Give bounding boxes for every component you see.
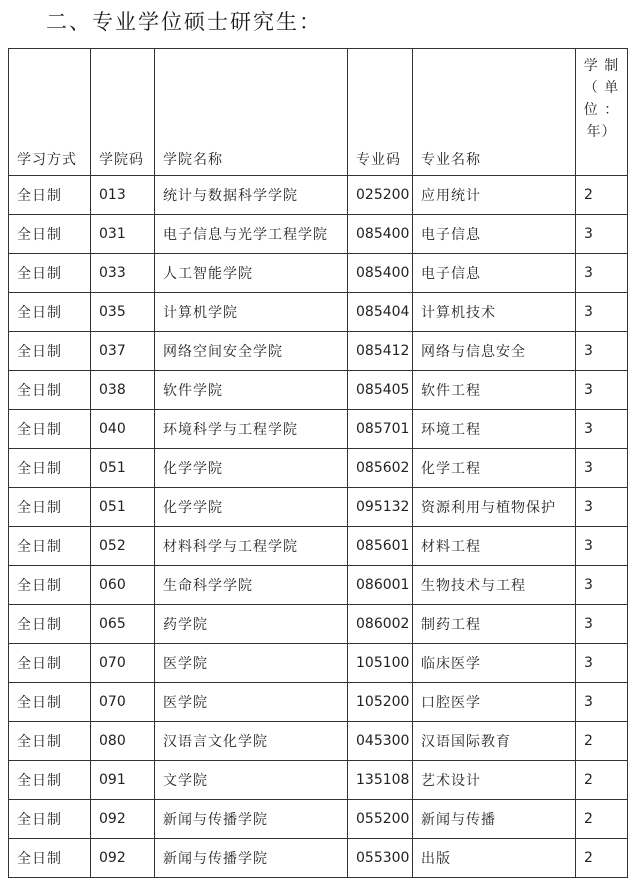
table-row <box>9 761 628 800</box>
cell-college-code: 091 <box>91 761 155 800</box>
cell-study-mode: 全日制 <box>9 800 91 839</box>
cell-duration: 2 <box>576 800 628 839</box>
header-duration-line: 年） <box>586 124 617 140</box>
cell-college-code: 051 <box>91 449 155 488</box>
table-row <box>9 176 628 215</box>
cell-college-name: 化学学院 <box>155 449 348 488</box>
cell-college-name: 环境科学与工程学院 <box>155 410 348 449</box>
cell-major-code: 085412 <box>348 332 413 371</box>
cell-college-name: 医学院 <box>155 683 348 722</box>
cell-study-mode: 全日制 <box>9 683 91 722</box>
cell-major-name: 生物技术与工程 <box>413 566 576 605</box>
cell-major-name: 软件工程 <box>413 371 576 410</box>
header-duration-line: （ 单 <box>583 80 620 96</box>
cell-major-code: 085601 <box>348 527 413 566</box>
cell-college-name: 统计与数据科学学院 <box>155 176 348 215</box>
cell-college-code: 038 <box>91 371 155 410</box>
cell-duration: 2 <box>576 722 628 761</box>
cell-duration: 3 <box>576 449 628 488</box>
cell-major-name: 应用统计 <box>413 176 576 215</box>
header-major-name: 专业名称 <box>413 49 576 176</box>
cell-study-mode: 全日制 <box>9 839 91 878</box>
cell-duration: 2 <box>576 761 628 800</box>
cell-major-code: 086001 <box>348 566 413 605</box>
cell-college-code: 092 <box>91 839 155 878</box>
cell-major-code: 085400 <box>348 215 413 254</box>
degree-program-table <box>8 48 628 878</box>
table-row <box>9 488 628 527</box>
cell-college-code: 013 <box>91 176 155 215</box>
cell-duration: 3 <box>576 683 628 722</box>
cell-duration: 3 <box>576 488 628 527</box>
cell-major-name: 出版 <box>413 839 576 878</box>
cell-duration: 3 <box>576 605 628 644</box>
header-duration <box>576 49 628 176</box>
cell-study-mode: 全日制 <box>9 644 91 683</box>
table-row <box>9 800 628 839</box>
cell-college-name: 药学院 <box>155 605 348 644</box>
table-row <box>9 605 628 644</box>
cell-college-name: 医学院 <box>155 644 348 683</box>
table-row <box>9 254 628 293</box>
cell-college-code: 060 <box>91 566 155 605</box>
cell-college-name: 新闻与传播学院 <box>155 800 348 839</box>
cell-duration: 3 <box>576 566 628 605</box>
table-header-row <box>9 49 628 176</box>
cell-major-code: 085400 <box>348 254 413 293</box>
cell-college-code: 065 <box>91 605 155 644</box>
cell-duration: 3 <box>576 410 628 449</box>
cell-study-mode: 全日制 <box>9 332 91 371</box>
cell-college-name: 化学学院 <box>155 488 348 527</box>
section-heading: 二、专业学位硕士研究生： <box>46 10 322 34</box>
cell-major-name: 制药工程 <box>413 605 576 644</box>
cell-major-code: 045300 <box>348 722 413 761</box>
cell-college-name: 软件学院 <box>155 371 348 410</box>
cell-study-mode: 全日制 <box>9 527 91 566</box>
cell-major-code: 095132 <box>348 488 413 527</box>
cell-duration: 3 <box>576 644 628 683</box>
cell-study-mode: 全日制 <box>9 410 91 449</box>
table-row <box>9 449 628 488</box>
cell-major-name: 临床医学 <box>413 644 576 683</box>
cell-major-code: 055200 <box>348 800 413 839</box>
header-duration-line: 学 制 <box>583 58 620 74</box>
cell-duration: 3 <box>576 371 628 410</box>
cell-major-name: 材料工程 <box>413 527 576 566</box>
cell-major-code: 055300 <box>348 839 413 878</box>
header-major-code: 专业码 <box>348 49 413 176</box>
header-college-name: 学院名称 <box>155 49 348 176</box>
cell-college-name: 汉语言文化学院 <box>155 722 348 761</box>
cell-college-name: 新闻与传播学院 <box>155 839 348 878</box>
table-row <box>9 527 628 566</box>
cell-duration: 2 <box>576 839 628 878</box>
cell-major-name: 艺术设计 <box>413 761 576 800</box>
cell-major-code: 135108 <box>348 761 413 800</box>
table-row <box>9 566 628 605</box>
cell-college-name: 材料科学与工程学院 <box>155 527 348 566</box>
table-row <box>9 683 628 722</box>
cell-major-code: 085405 <box>348 371 413 410</box>
cell-college-name: 计算机学院 <box>155 293 348 332</box>
cell-duration: 3 <box>576 527 628 566</box>
cell-major-name: 化学工程 <box>413 449 576 488</box>
cell-major-name: 电子信息 <box>413 215 576 254</box>
cell-major-name: 口腔医学 <box>413 683 576 722</box>
cell-college-code: 080 <box>91 722 155 761</box>
cell-duration: 3 <box>576 254 628 293</box>
cell-major-name: 资源利用与植物保护 <box>413 488 576 527</box>
table-row <box>9 293 628 332</box>
cell-major-code: 105200 <box>348 683 413 722</box>
cell-college-code: 033 <box>91 254 155 293</box>
cell-major-code: 086002 <box>348 605 413 644</box>
cell-major-code: 085701 <box>348 410 413 449</box>
cell-college-code: 052 <box>91 527 155 566</box>
cell-college-code: 040 <box>91 410 155 449</box>
cell-duration: 3 <box>576 332 628 371</box>
cell-major-name: 汉语国际教育 <box>413 722 576 761</box>
cell-study-mode: 全日制 <box>9 488 91 527</box>
cell-major-name: 网络与信息安全 <box>413 332 576 371</box>
table-row <box>9 215 628 254</box>
table-body <box>9 176 628 878</box>
cell-college-name: 网络空间安全学院 <box>155 332 348 371</box>
cell-college-name: 人工智能学院 <box>155 254 348 293</box>
cell-study-mode: 全日制 <box>9 371 91 410</box>
cell-college-code: 035 <box>91 293 155 332</box>
header-study-mode: 学习方式 <box>9 49 91 176</box>
cell-major-name: 计算机技术 <box>413 293 576 332</box>
cell-major-code: 085602 <box>348 449 413 488</box>
cell-college-code: 070 <box>91 683 155 722</box>
cell-study-mode: 全日制 <box>9 761 91 800</box>
table-row <box>9 722 628 761</box>
cell-college-name: 文学院 <box>155 761 348 800</box>
cell-major-name: 新闻与传播 <box>413 800 576 839</box>
cell-major-name: 环境工程 <box>413 410 576 449</box>
table-row <box>9 371 628 410</box>
cell-study-mode: 全日制 <box>9 293 91 332</box>
cell-college-code: 031 <box>91 215 155 254</box>
cell-college-code: 092 <box>91 800 155 839</box>
table-row <box>9 839 628 878</box>
header-college-code: 学院码 <box>91 49 155 176</box>
table-row <box>9 410 628 449</box>
cell-major-code: 085404 <box>348 293 413 332</box>
header-duration-line: 位 ： <box>583 102 620 118</box>
cell-study-mode: 全日制 <box>9 605 91 644</box>
cell-study-mode: 全日制 <box>9 215 91 254</box>
cell-study-mode: 全日制 <box>9 176 91 215</box>
cell-study-mode: 全日制 <box>9 722 91 761</box>
cell-duration: 3 <box>576 215 628 254</box>
cell-college-code: 037 <box>91 332 155 371</box>
cell-duration: 3 <box>576 293 628 332</box>
table-row <box>9 332 628 371</box>
cell-duration: 2 <box>576 176 628 215</box>
cell-college-name: 生命科学学院 <box>155 566 348 605</box>
cell-college-code: 070 <box>91 644 155 683</box>
cell-major-code: 105100 <box>348 644 413 683</box>
cell-college-code: 051 <box>91 488 155 527</box>
cell-study-mode: 全日制 <box>9 566 91 605</box>
cell-major-name: 电子信息 <box>413 254 576 293</box>
cell-study-mode: 全日制 <box>9 254 91 293</box>
cell-study-mode: 全日制 <box>9 449 91 488</box>
cell-college-name: 电子信息与光学工程学院 <box>155 215 348 254</box>
cell-major-code: 025200 <box>348 176 413 215</box>
table-row <box>9 644 628 683</box>
